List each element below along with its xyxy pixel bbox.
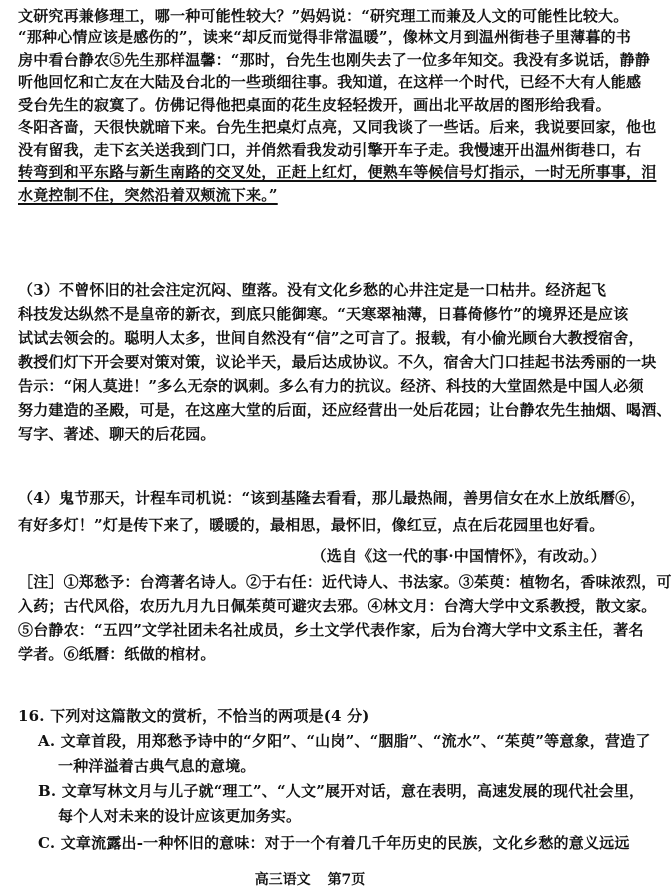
option-b-cont: 每个人对未来的设计应该更加务实。	[58, 807, 302, 825]
page-footer	[0, 870, 620, 890]
question-16	[18, 706, 651, 866]
text-line-underlined: 转弯到和平东路与新生南路的交叉处，正赶上红灯，便熟车等候信号灯指示，一时无所事事，泪	[18, 163, 657, 181]
text-line: 受台先生的寂寞了。仿佛记得他把桌面的花生皮轻轻拨开，画出北平故居的图形给我看。	[18, 96, 611, 114]
text-line: 试试去领会的。聪明人太多，世间自然没有“信”之可言了。报载，有小偷光顾台大教授宿舍，	[18, 329, 644, 347]
text-line: 冬阳吝啬，天很快就暗下来。台先生把桌灯点亮，又同我谈了一些话。后来，我说要回家，他也	[18, 118, 657, 136]
text-line: 没有留我，走下玄关送我到门口，并俏然看我发动引擎开车子走。我慢速开出温州街巷口，右	[18, 141, 642, 159]
paragraph-3	[18, 280, 672, 450]
option-b: B. 文章写林文月与儿子就“理工”、“人文”展开对话，意在表明，高速发展的现代社会里，	[38, 782, 645, 800]
text-line: （4）鬼节那天，计程车司机说：“该到基隆去看看，那儿最热闹，善男信女在水上放纸曆⑥，	[18, 489, 646, 507]
source-citation: （选自《这一代的事·中国情怀》，有改动。）	[311, 547, 606, 565]
option-a: A. 文章首段，用郑愁予诗中的“夕阳”、“山岗”、“胭脂”、“流水”、“茱萸”等意象，营造了	[38, 732, 651, 750]
text-line: 文研究再兼修理工，哪一种可能性较大？”妈妈说：“研究理工而兼及人文的可能性比较大。	[18, 7, 629, 25]
text-line: 听他回忆和亡友在大陆及台北的一些琐细往事。我知道，在这样一个时代，已经不大有人能感	[18, 73, 642, 91]
option-a-cont: 一种洋溢着古典气息的意境。	[58, 757, 256, 775]
text-line: （3）不曾怀旧的社会注定沉闷、堕落。没有文化乡愁的心井注定是一口枯井。经济起飞	[18, 281, 607, 299]
paragraph-4	[18, 488, 646, 568]
text-line: 教授们灯下开会要对策对策，议论半天，最后达成协议。不久，宿舍大门口挂起书法秀丽的一块	[18, 353, 657, 371]
note-line: 学者。⑥纸曆：纸做的棺材。	[18, 645, 216, 663]
footer-subject: 高三语文	[254, 872, 311, 888]
note-line: 入药；古代风俗，农历九月九日佩茱萸可避灾去邪。④林文月：台湾大学中文系教授，散文家。	[18, 597, 657, 615]
text-line: 科技发达纵然不是皇帝的新衣，到底只能御寒。“天寒翠袖薄，日暮倚修竹”的境界还是应该	[18, 305, 629, 323]
text-line: 房中看台静农⑤先生那样温馨：“那时，台先生也刚失去了一位多年知交。我没有多说话，静静	[18, 51, 651, 69]
text-line-underlined: 水竟控制不住，突然沿着双颊流下来。”	[18, 186, 278, 204]
text-line: “那种心情应该是感伤的”，读来“却反而觉得非常温暖”，像林文月到温州街巷子里薄暮的书	[18, 28, 631, 46]
question-stem: 16. 下列对这篇散文的赏析，不恰当的两项是(4 分)	[18, 707, 370, 725]
paragraph-quote	[18, 6, 657, 204]
note-line: ⑤台静农：“五四”文学社团未名社成员，乡土文学代表作家，后为台湾大学中文系主任，著名	[18, 621, 644, 639]
text-line: 写字、著述、聊天的后花园。	[18, 425, 216, 443]
text-line: 努力建造的圣殿，可是，在这座大堂的后面，还应经营出一处后花园；让台静农先生抽烟、喝酒、	[18, 401, 672, 419]
note-line: ［注］①郑愁予：台湾著名诗人。②于右任：近代诗人、书法家。③茱萸：植物名，香味浓烈，可	[18, 573, 672, 591]
text-line: 告示：“闲人莫进！”多么无奈的讽刺。多么有力的抗议。经济、科技的大堂固然是中国人必须	[18, 377, 644, 395]
text-line: 有好多灯！”灯是传下来了，暖暖的，最相思，最怀旧，像红豆，点在后花园里也好看。	[18, 516, 605, 534]
footnotes	[18, 572, 672, 672]
option-c: C. 文章流露出-一种怀旧的意味：对于一个有着几千年历史的民族，文化乡愁的意义远远	[38, 834, 630, 852]
footer-page-number: 第7页	[327, 872, 366, 888]
